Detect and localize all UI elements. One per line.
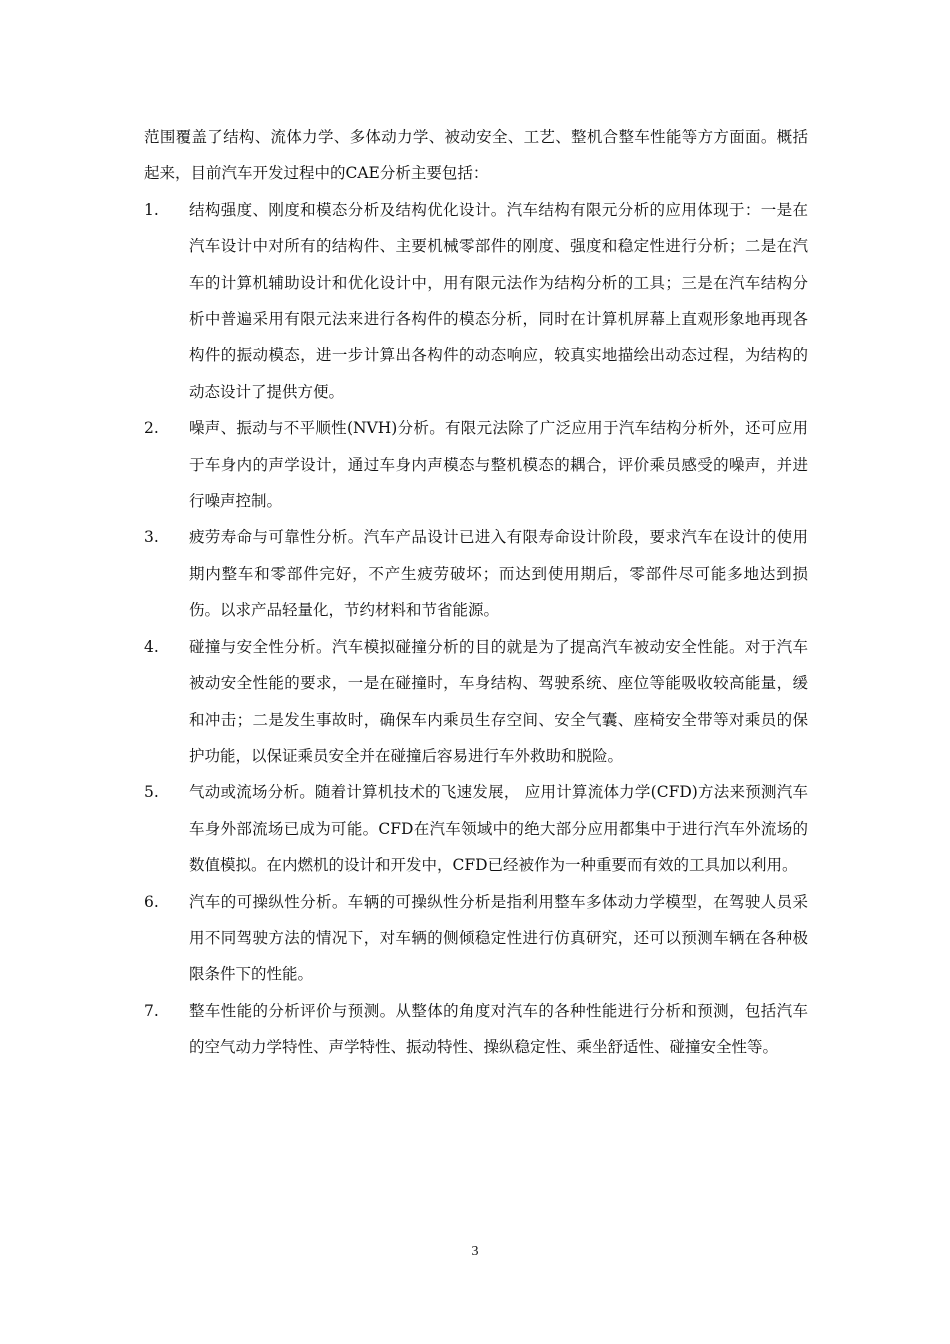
list-item-number: 6. <box>144 892 159 911</box>
list-item-text: 气动或流场分析。随着计算机技术的飞速发展， 应用计算流体力学(CFD)方法来预测汽车车身外部流场已成为可能。CFD在汽车领域中的绝大部分应用都集中于进行汽车外流场的数值模拟。在内燃机的设计和开发中，CFD已经被作为一种重要而有效的工具加以利用。 <box>189 783 808 875</box>
cae-analysis-list <box>144 192 808 1066</box>
list-item-text: 整车性能的分析评价与预测。从整体的角度对汽车的各种性能进行分析和预测，包括汽车的空气动力学特性、声学特性、振动特性、操纵稳定性、乘坐舒适性、碰撞安全性等。 <box>189 1001 808 1057</box>
list-item-number: 2. <box>144 419 159 438</box>
intro-paragraph: 范围覆盖了结构、流体力学、多体动力学、被动安全、工艺、整机合整车性能等方方面面。概括起来，目前汽车开发过程中的CAE分析主要包括： <box>144 128 808 183</box>
list-item-text: 疲劳寿命与可靠性分析。汽车产品设计已进入有限寿命设计阶段，要求汽车在设计的使用期内整车和零部件完好，不产生疲劳破坏；而达到使用期后，零部件尽可能多地达到损伤。以求产品轻量化，节约材料和节省能源。 <box>189 528 808 620</box>
list-item-text: 结构强度、刚度和模态分析及结构优化设计。汽车结构有限元分析的应用体现于：一是在汽车设计中对所有的结构件、主要机械零部件的刚度、强度和稳定性进行分析；二是在汽车的计算机辅助设计和优化设计中，用有限元法作为结构分析的工具；三是在汽车结构分析中普遍采用有限元法来进行各构件的模态分析，同时在计算机屏幕上直观形象地再现各构件的振动模态，进一步计算出各构件的动态响应，较真实地描绘出动态过程，为结构的动态设计了提供方便。 <box>189 200 808 401</box>
list-item-number: 7. <box>144 1001 159 1020</box>
list-item-number: 1. <box>144 200 159 219</box>
list-item <box>144 629 808 775</box>
list-item <box>144 410 808 519</box>
list-item <box>144 884 808 993</box>
list-item-text: 碰撞与安全性分析。汽车模拟碰撞分析的目的就是为了提高汽车被动安全性能。对于汽车被动安全性能的要求，一是在碰撞时，车身结构、驾驶系统、座位等能吸收较高能量，缓和冲击；二是发生事故时，确保车内乘员生存空间、安全气囊、座椅安全带等对乘员的保护功能，以保证乘员安全并在碰撞后容易进行车外救助和脱险。 <box>189 637 808 765</box>
list-item-text: 噪声、振动与不平顺性(NVH)分析。有限元法除了广泛应用于汽车结构分析外，还可应用于车身内的声学设计，通过车身内声模态与整机模态的耦合，评价乘员感受的噪声，并进行噪声控制。 <box>189 419 808 511</box>
list-item-number: 4. <box>144 637 159 656</box>
list-item-number: 5. <box>144 783 159 802</box>
list-item-number: 3. <box>144 528 159 547</box>
list-item <box>144 993 808 1066</box>
list-item <box>144 192 808 410</box>
list-item <box>144 519 808 628</box>
page-body <box>144 119 808 1066</box>
page-number: 3 <box>471 1244 479 1259</box>
list-item-text: 汽车的可操纵性分析。车辆的可操纵性分析是指利用整车多体动力学模型，在驾驶人员采用不同驾驶方法的情况下，对车辆的侧倾稳定性进行仿真研究，还可以预测车辆在各种极限条件下的性能。 <box>189 892 808 984</box>
list-item <box>144 774 808 883</box>
